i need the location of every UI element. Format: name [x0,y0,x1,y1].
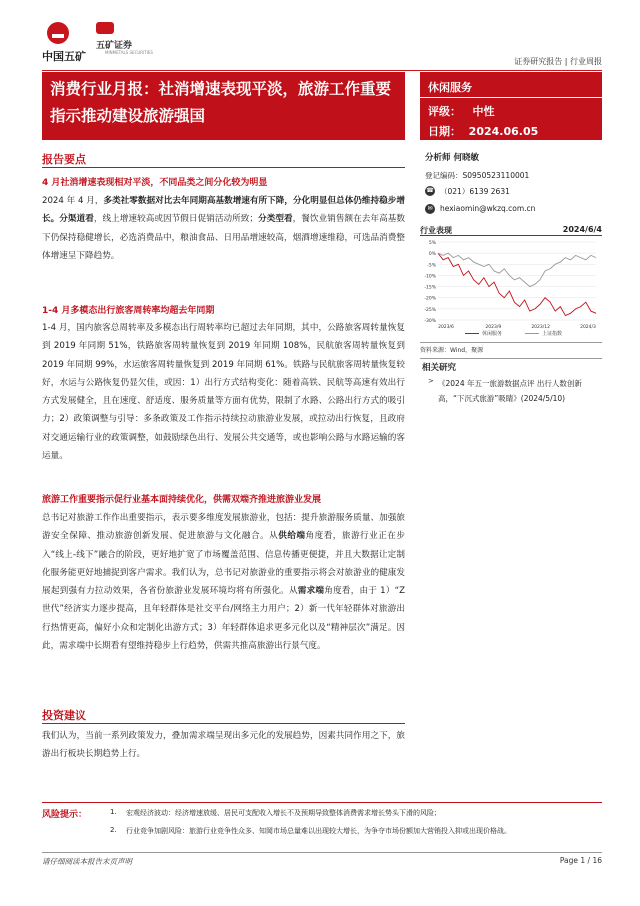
broker-name: 五矿证券 [96,41,133,51]
analyst-phone: （021）6139 2631 [440,187,510,196]
date-value: 2024.06.05 [468,125,539,138]
section1-paragraph [42,192,405,265]
related-label: 相关研究 [422,363,457,373]
chart-legend [420,330,602,342]
chart-header-underline [420,235,602,236]
risk-divider [42,802,602,803]
chart-date: 2024/6/4 [562,225,602,234]
risk-text-2: 行业竞争加剧风险：旅游行业竞争性众多、知岡市场总量难以出现较大增长，为争夺市场份额加大营销投入抑或出现价格战。 [126,827,511,835]
section1-heading: 4 月社消增速表现相对平淡，不同品类之间分化较为明显 [42,178,268,188]
para-part: 2024 年 4 月， [42,196,104,206]
para-part: 角度看，由于 1）“Z 世代”经济实力逐步提高，且年轻群体是社交平台/网络主力用户；2）新一代年轻群体对旅游出行热情更高，偏好小众和定制化出游方式；3）年轻群体追求更多元化以及“精神层次”满足。因此，需求端中长期看有望维持稳步上行趋势，供需共推高旅游出行景气度。 [42,586,405,652]
phone-icon: ☎ [426,187,434,194]
cert-label: 登记编码： [425,171,463,180]
y-tick-label: -20% [424,296,436,302]
email-icon: ✉ [425,204,435,214]
date-row [428,123,538,139]
section2-heading: 1-4 月多模态出行旅客周转率均超去年同期 [42,306,215,316]
x-tick-label: 2023/9 [485,325,502,330]
para-part: 总书记对旅游工作作出重要指示，表示要多维度发展旅游业，包括：提升旅游服务质量、加强旅游安全保障、推动旅游创新发展、促进旅游与文化融合。从 [42,513,405,542]
footer-disclaimer: 请仔细阅读本报告末页声明 [42,857,132,866]
y-tick-label: -10% [424,274,436,280]
y-tick-label: 5% [428,241,436,246]
section2-paragraph: 1-4 月，国内旅客总周转率及多模态出行周转率均已超过去年同期，其中，公路旅客周转量恢复到 2019 年同期 51%，铁路旅客周转量恢复到 2019 年同期 108%，民航旅客周转量恢复到 2019 年同期 99%，水运旅客周转量恢复到 2019 年同期 61%。铁路与民航旅客周转量恢复较好，水运与公路恢复仍显欠佳，或因：1）出行方式结构变化：随着高铁、民航等高速有效出行方式发展健全，且在速度、舒适度、服务质量等方面有优势，限制了水路、公路出行方式的吸引力；2）政策调整与引导：多条政策及工作指示持续拉动旅游业发展，或拉动出行恢复，且政府对交通运输行业的政策调整，如鼓励绿色出行、发展公共交通等，或也影响公路与水路运输的客运量。 [42,323,405,462]
y-tick-label: -25% [424,307,436,313]
legend-swatch-index [525,333,539,334]
industry-label: 休闲服务 [428,81,472,94]
footer-divider [42,852,602,853]
analyst-name: 分析师 何晓敏 [425,153,479,163]
related-divider [420,358,602,359]
series-line-0 [438,253,596,315]
para-part: ，餐饮业销售额在去年高基数下仍保持稳健增长，必选消费品中，粮油食品、日用品增速较高，烟酒增速维稳，可选品消费整体增速呈下降趋势。 [42,214,405,261]
x-tick-label: 2024/3 [580,325,596,330]
date-label: 日期： [428,125,461,138]
investment-underline [42,723,405,724]
chart-title: 行业表现 [420,226,452,235]
chart-source: 资料来源：Wind，聚源 [420,347,484,354]
y-tick-label: -5% [427,263,436,269]
risk-label: 风险提示： [42,810,88,820]
legend-label-industry: 休闲服务 [482,331,503,337]
y-tick-label: -15% [424,285,436,291]
side-divider [420,97,602,98]
page-number: Page 1 / 16 [559,856,602,865]
para-part: 供给端 [278,531,306,542]
company-name: 中国五矿 [42,50,86,63]
section3-heading: 旅游工作重要指示促行业基本面持续优化，供需双端齐推进旅游业发展 [42,495,322,505]
related-item[interactable]: 《2024 年五一旅游数据点评 出行人数创新高，“下沉式旅游”吸睛》(2024/5/10) [438,379,582,403]
para-part: 分类型看 [258,214,293,225]
risk-text-1: 宏观经济波动：经济增速放缓、居民可支配收入增长不及预期导致整体消费需求增长势头下滑的风险； [126,809,441,817]
para-part: 需求端 [297,586,325,597]
doc-type: 证券研究报告 | 行业周报 [514,57,602,66]
risk-num-2: 2. [110,826,117,834]
source-divider [420,342,602,343]
y-tick-label: -30% [424,319,436,324]
rating-value: 中性 [472,105,495,118]
x-tick-label: 2023/6 [438,325,454,330]
legend-label-index: 上证指数 [542,331,563,337]
y-tick-label: 0% [428,252,436,258]
x-tick-label: 2023/12 [531,325,551,330]
rating-row [428,103,495,119]
industry-performance-chart [420,238,602,330]
header-divider [42,70,602,71]
cert-number: S0950523110001 [462,171,530,180]
broker-subname: MINMETALS SECURITIES [105,50,153,55]
series-line-1 [438,253,596,286]
section3-paragraph [42,509,405,655]
analyst-email[interactable]: hexiaomin@wkzq.com.cn [440,204,536,213]
investment-paragraph: 我们认为，当前一系列政策发力，叠加需求端呈现出多元化的发展趋势，因素共同作用之下，旅游出行板块长期趋势上行。 [42,731,405,760]
report-points-heading: 报告要点 [42,153,86,166]
report-points-underline [42,167,405,168]
para-part: ，线上增速较高或因节假日促销活动所致； [93,214,259,225]
legend-swatch-industry [465,333,479,334]
para-part: 角度看，旅游行业正在步入“线上-线下”融合的阶段，更好地扩宽了市场覆盖范围、信息传播更便捷，并且大数据让定制化服务能更好地捕捉到客户需求。我们认为，总书记对旅游业的重要指示将会对旅游业的健康发展起到强有力拉动效果，各省份旅游业发展环境均将有所强化。从 [42,531,405,597]
related-bullet-icon: > [428,377,434,385]
cert-row [425,170,529,181]
risk-num-1: 1. [110,808,117,816]
investment-heading: 投资建议 [42,709,86,722]
minmetals-logo-icon [47,22,69,44]
rating-label: 评级： [428,105,461,118]
report-title: 消费行业月报：社消增速表现平淡，旅游工作重要指示推动建设旅游强国 [50,80,392,125]
broker-logo-icon [96,22,114,34]
para-part: 多类社零数据对比去年同期高基数增速有所下降，分化明显但总体仍维持稳步增长。分渠道看 [42,196,405,225]
